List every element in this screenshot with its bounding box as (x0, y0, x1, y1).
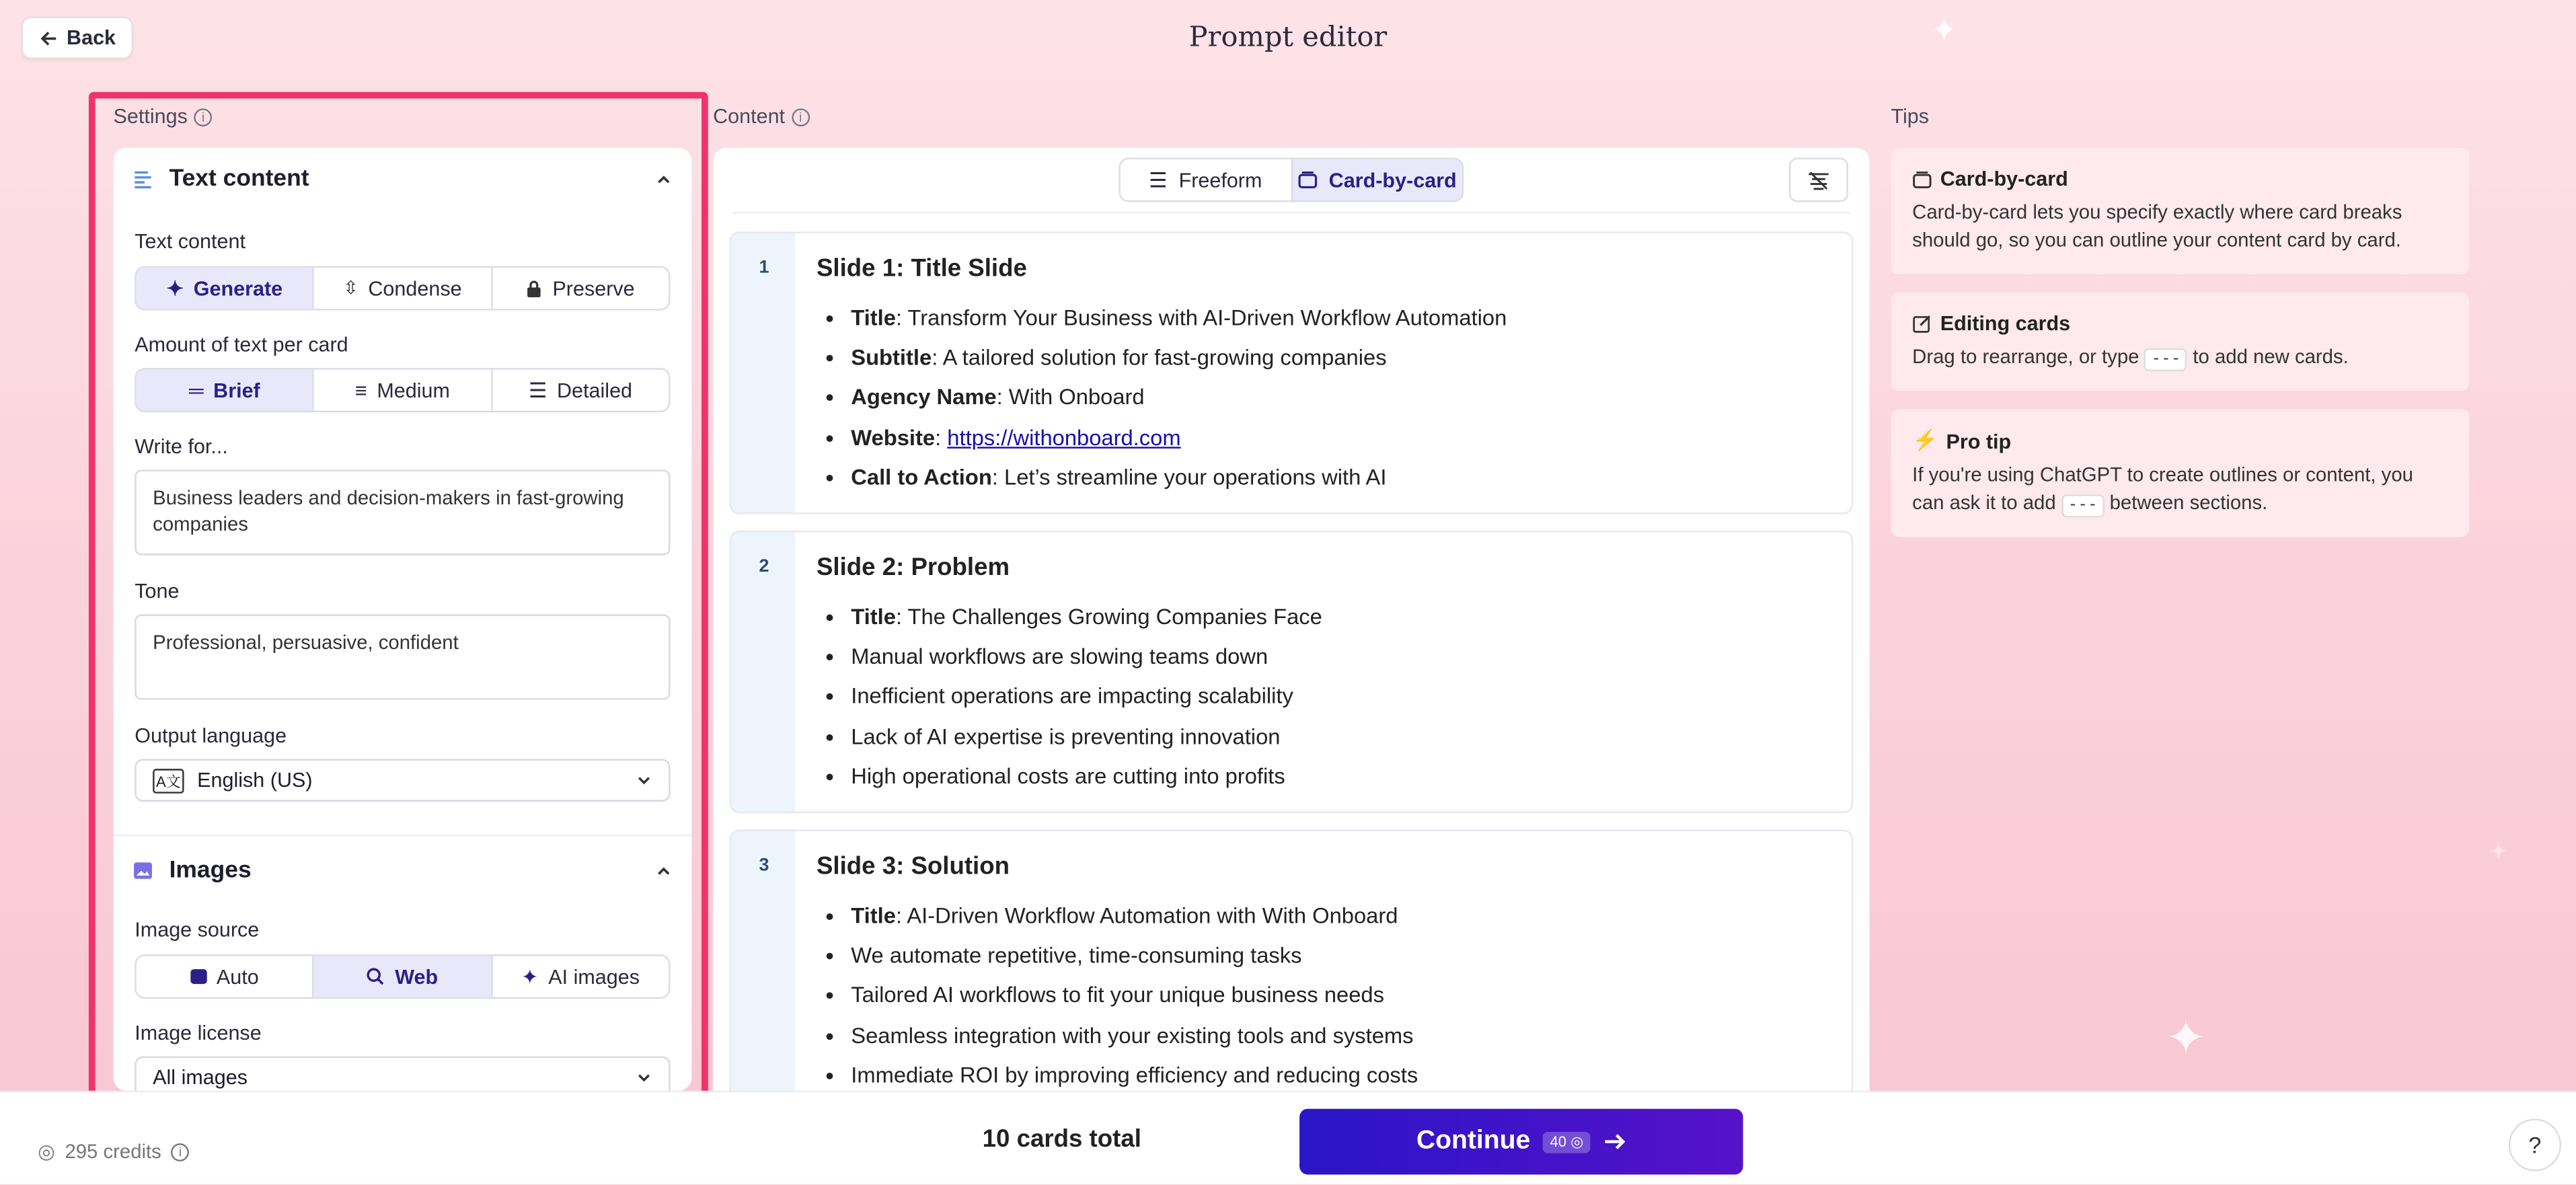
image-source-label: Image source (135, 918, 260, 942)
condense-icon: ⇳ (343, 279, 358, 299)
ai-images-option[interactable] (492, 956, 669, 997)
tips-heading (1891, 105, 1929, 128)
content-divider (732, 212, 1850, 213)
auto-option[interactable] (137, 956, 315, 997)
card-title: Slide 3: Solution (816, 852, 1010, 881)
tip-title: Editing cards (1940, 312, 2071, 336)
chevron-down-icon (636, 1069, 652, 1085)
condense-option[interactable] (314, 268, 492, 309)
credit-cost-badge: 40 ◎ (1544, 1131, 1590, 1153)
output-language-value: English (US) (197, 769, 313, 792)
edit-icon (1912, 314, 1932, 334)
continue-label: Continue (1416, 1126, 1531, 1155)
brief-option[interactable] (137, 370, 315, 411)
brief-label: Brief (213, 379, 260, 402)
write-for-label: Write for... (135, 435, 228, 459)
brief-icon: ═ (188, 379, 204, 402)
card-item[interactable] (730, 830, 1854, 1091)
card-by-card-tab[interactable] (1291, 159, 1462, 200)
lock-icon (526, 279, 542, 297)
bolt-icon: ⚡ (1912, 428, 1938, 452)
detailed-label: Detailed (557, 379, 633, 402)
medium-option[interactable] (314, 370, 492, 411)
sparkle-decoration: ✦ (2489, 837, 2509, 864)
text-content-label: Text content (135, 229, 245, 254)
website-link[interactable]: https://withonboard.com (947, 424, 1181, 450)
chevron-down-icon (636, 772, 652, 788)
card-bullet: • Lack of AI expertise is preventing innovation (851, 717, 1830, 757)
freeform-label: Freeform (1178, 168, 1262, 192)
image-icon (133, 861, 153, 880)
footer-bar (0, 1091, 2576, 1184)
tip-body: Card-by-card lets you specify exactly where card breaks should go, so you can outline your content card by card. (1912, 200, 2402, 252)
tip-card (1891, 148, 2469, 274)
tone-label: Tone (135, 580, 180, 603)
card-bullet: • Website: https://withonboard.com (851, 418, 1830, 458)
card-bullet: • Title: AI-Driven Workflow Automation with With Onboard (851, 897, 1830, 937)
preserve-option[interactable] (492, 268, 669, 309)
preserve-label: Preserve (552, 276, 635, 300)
card-bullet: • Title: Transform Your Business with AI-Driven Workflow Automation (851, 299, 1830, 339)
tip-title: Pro tip (1946, 429, 2012, 453)
freeform-tab[interactable] (1121, 159, 1291, 200)
chevron-up-icon[interactable] (656, 171, 672, 187)
image-license-label: Image license (135, 1022, 262, 1045)
page-title: Prompt editor (1188, 21, 1388, 54)
card-bullet: • Title: The Challenges Growing Companies Face (851, 598, 1830, 638)
tip-body: Drag to rearrange, or type --- to add new cards. (1912, 344, 2448, 372)
tips-column (1891, 148, 2469, 556)
text-content-segmented-control (135, 266, 670, 311)
tips-heading-label: Tips (1891, 105, 1929, 128)
medium-icon: ≡ (354, 379, 367, 402)
card-number: 1 (731, 233, 795, 512)
card-bullet: • Seamless integration with your existing tools and systems (851, 1016, 1830, 1056)
card-bullet: • Call to Action: Let’s streamline your operations with AI (851, 458, 1830, 498)
card-bullet: • Immediate ROI by improving efficiency and reducing costs (851, 1056, 1830, 1091)
credits-icon: ◎ (38, 1140, 55, 1163)
auto-label: Auto (216, 965, 259, 989)
content-heading-label: Content (713, 105, 786, 128)
settings-heading-label: Settings (113, 105, 188, 128)
card-number: 2 (731, 532, 795, 811)
text-lines-icon: ☰ (1149, 169, 1168, 192)
generate-option[interactable] (137, 268, 315, 309)
credits-label: 295 credits (65, 1140, 161, 1163)
write-for-textarea[interactable]: Business leaders and decision-makers in fast-growing companies (135, 470, 670, 556)
card-title: Slide 1: Title Slide (816, 254, 1027, 283)
medium-label: Medium (377, 379, 450, 402)
language-icon: A文 (153, 768, 184, 793)
amount-segmented-control (135, 368, 670, 412)
card-bullet: • Subtitle: A tailored solution for fast-growing companies (851, 339, 1830, 379)
tip-title: Card-by-card (1940, 167, 2068, 191)
card-bullet: • High operational costs are cutting into profits (851, 757, 1830, 797)
output-language-label: Output language (135, 724, 287, 748)
card-bullet: • Manual workflows are slowing teams down (851, 638, 1830, 677)
tone-textarea[interactable]: Professional, persuasive, confident (135, 615, 670, 700)
search-icon (367, 968, 385, 986)
image-license-value: All images (153, 1066, 248, 1090)
text-lines-icon (133, 169, 153, 189)
clear-formatting-button[interactable] (1789, 157, 1848, 202)
card-bullet: • Inefficient operations are impacting scalability (851, 677, 1830, 717)
settings-panel (114, 148, 692, 1091)
card-item[interactable] (730, 231, 1854, 514)
cards-total: 10 cards total (982, 1125, 1141, 1153)
ai-images-label: AI images (548, 965, 640, 989)
credits-indicator[interactable] (38, 1140, 189, 1163)
content-heading (713, 105, 810, 128)
mode-toggle (1119, 157, 1464, 202)
info-icon[interactable]: i (792, 108, 810, 126)
sparkle-icon: ✦ (521, 966, 539, 989)
card-bullet: • We automate repetitive, time-consuming tasks (851, 937, 1830, 977)
chevron-up-icon[interactable] (656, 862, 672, 878)
text-content-section-header[interactable] (114, 148, 692, 211)
card-bullet: • Tailored AI workflows to fit your unique business needs (851, 977, 1830, 1016)
sparkle-decoration: ✦ (2165, 1011, 2207, 1067)
content-panel (713, 148, 1870, 1091)
continue-button[interactable] (1299, 1109, 1743, 1175)
robot-icon (190, 969, 206, 984)
tip-body: If you're using ChatGPT to create outlines or content, you can ask it to add --- between sections. (1912, 461, 2448, 517)
images-section-header[interactable] (114, 839, 692, 902)
output-language-select[interactable] (135, 759, 670, 802)
card-item[interactable] (730, 531, 1854, 813)
card-icon (1297, 171, 1317, 189)
image-license-select[interactable] (135, 1057, 670, 1091)
arrow-right-icon (1603, 1132, 1626, 1151)
card-title: Slide 2: Problem (816, 553, 1010, 582)
info-icon[interactable]: i (171, 1143, 189, 1161)
amount-label: Amount of text per card (135, 333, 348, 357)
detailed-option[interactable] (492, 370, 669, 411)
condense-label: Condense (368, 276, 462, 300)
sparkle-decoration: ✦ (1930, 13, 1959, 50)
image-source-segmented-control (135, 954, 670, 999)
text-content-section-title: Text content (169, 165, 309, 192)
card-number: 3 (731, 831, 795, 1091)
images-section-title: Images (169, 857, 252, 884)
generate-label: Generate (193, 276, 283, 300)
clear-formatting-icon (1807, 170, 1830, 190)
card-icon (1912, 170, 1932, 188)
tip-card (1891, 293, 2469, 391)
sparkle-icon: ✦ (166, 277, 184, 301)
card-bullet: • Agency Name: With Onboard (851, 379, 1830, 418)
info-icon[interactable]: i (194, 108, 213, 126)
web-label: Web (395, 965, 439, 989)
card-by-card-label: Card-by-card (1328, 168, 1457, 192)
settings-heading (114, 105, 213, 128)
web-option[interactable] (314, 956, 492, 997)
tip-card (1891, 409, 2469, 537)
detailed-icon: ☰ (528, 379, 547, 403)
help-button[interactable]: ? (2509, 1118, 2561, 1171)
back-label: Back (67, 26, 116, 50)
